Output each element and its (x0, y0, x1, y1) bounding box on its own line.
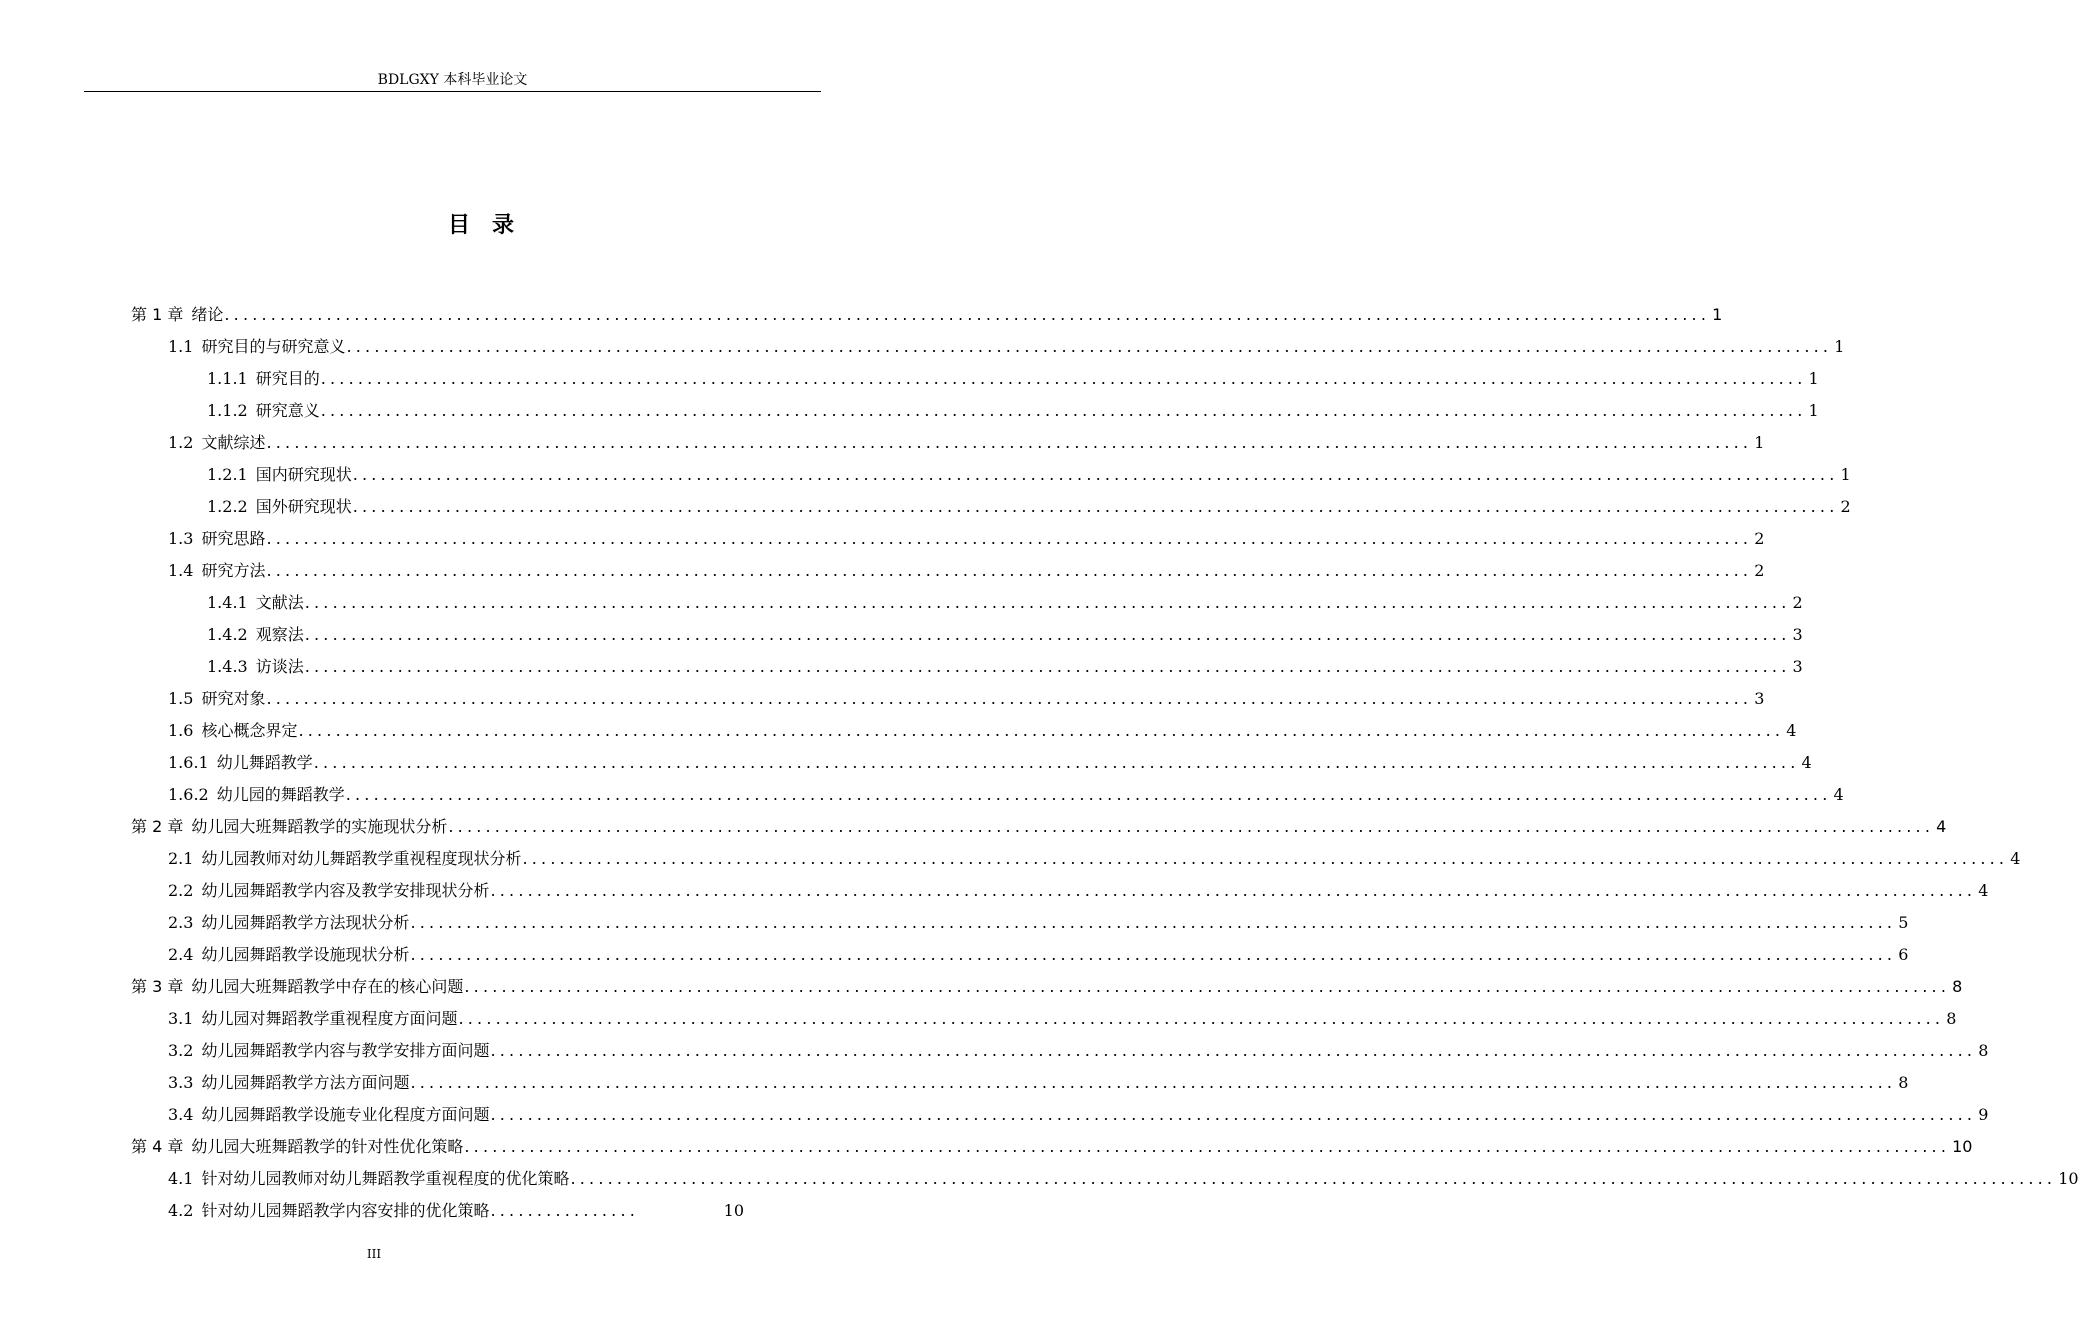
toc-entry[interactable] (168, 1099, 1989, 1131)
toc-entry-title: 幼儿园对舞蹈教学重视程度方面问题 (201, 1009, 458, 1028)
toc-entry-page: 10 (1952, 1137, 1973, 1156)
toc-entry-title: 针对幼儿园舞蹈教学内容安排的优化策略 (201, 1201, 490, 1220)
toc-entry-number: 1.1 (168, 337, 194, 356)
toc-entry-page: 1 (1754, 433, 1765, 452)
toc-entry[interactable] (168, 715, 1797, 747)
dot-leader: ................................................................................................................................................................ (410, 913, 1897, 932)
toc-entry-number: 1.5 (168, 689, 194, 708)
toc-entry[interactable] (207, 491, 1851, 523)
toc-entry-number: 1.2 (168, 433, 194, 452)
toc-title: 目录 (447, 213, 536, 238)
toc-entry-page: 8 (1898, 1073, 1909, 1092)
toc-entry[interactable] (131, 1131, 1973, 1163)
toc-entry-page: 4 (1801, 753, 1812, 772)
toc-entry-page: 5 (1898, 913, 1909, 932)
toc-entry-number: 2.2 (168, 881, 194, 900)
toc-entry[interactable] (131, 299, 1723, 331)
toc-entry-number: 2.1 (168, 849, 194, 868)
toc-entry[interactable] (207, 651, 1803, 683)
toc-entry-number: 1.4.3 (207, 657, 248, 676)
toc-entry-page: 1 (1712, 305, 1723, 324)
toc-entry-title: 幼儿园舞蹈教学内容与教学安排方面问题 (201, 1041, 490, 1060)
toc-entry[interactable] (168, 1163, 2079, 1195)
dot-leader: ................................................................................................................................................................ (490, 1105, 1977, 1124)
toc-entry-page: 1 (1840, 465, 1851, 484)
toc-entry-title: 幼儿园舞蹈教学设施专业化程度方面问题 (201, 1105, 490, 1124)
toc-entry-page: 1 (1808, 369, 1819, 388)
toc-entry-title: 绪论 (191, 305, 224, 324)
dot-leader: ................................................................................................................................................................ (266, 433, 1753, 452)
toc-entry[interactable] (168, 1035, 1989, 1067)
toc-entry[interactable] (168, 875, 1989, 907)
toc-entry-title: 针对幼儿园教师对幼儿舞蹈教学重视程度的优化策略 (201, 1169, 570, 1188)
toc-entry-title: 幼儿园大班舞蹈教学的针对性优化策略 (191, 1137, 464, 1156)
toc-entry-title: 观察法 (255, 625, 304, 644)
toc-entry-title: 国外研究现状 (255, 497, 352, 516)
toc-entry-number: 1.3 (168, 529, 194, 548)
toc-entry-title: 幼儿园教师对幼儿舞蹈教学重视程度现状分析 (201, 849, 522, 868)
dot-leader: ................................................................................................................................................................ (298, 721, 1785, 740)
toc-entry-number: 1.6 (168, 721, 194, 740)
toc-entry-page: 3 (1792, 625, 1803, 644)
toc-entry-number: 3.3 (168, 1073, 194, 1092)
toc-entry[interactable] (168, 907, 1909, 939)
toc-entry[interactable] (207, 619, 1803, 651)
toc-entry[interactable] (168, 779, 1844, 811)
toc-entry-page: 3 (1754, 689, 1765, 708)
dot-leader: ................................................................................................................................................................ (490, 881, 1977, 900)
toc-entry[interactable] (168, 523, 1765, 555)
toc-entry-page: 2 (1792, 593, 1803, 612)
toc-entry-page: 2 (1754, 561, 1765, 580)
toc-entry-number: 第 4 章 (131, 1137, 184, 1156)
toc-entry-page: 8 (1978, 1041, 1989, 1060)
toc-entry-title: 幼儿园舞蹈教学设施现状分析 (201, 945, 410, 964)
toc-entry-page: 10 (2058, 1169, 2079, 1188)
toc-entry-title: 幼儿园大班舞蹈教学的实施现状分析 (191, 817, 448, 836)
toc-entry[interactable] (207, 363, 1819, 395)
dot-leader: ................................................................................................................................................................ (320, 401, 1807, 420)
header-rule (84, 91, 821, 92)
toc-entry-title: 幼儿园舞蹈教学方法方面问题 (201, 1073, 410, 1092)
toc-entry-number: 3.4 (168, 1105, 194, 1124)
toc-entry-page: 4 (2010, 849, 2021, 868)
toc-entry-page: 9 (1978, 1105, 1989, 1124)
toc-entry-title: 研究思路 (201, 529, 266, 548)
toc-entry-number: 2.4 (168, 945, 194, 964)
dot-leader: ................................................................................................................................................................ (464, 977, 1951, 996)
toc-entry-title: 幼儿园舞蹈教学内容及教学安排现状分析 (201, 881, 490, 900)
running-header: BDLGXY 本科毕业论文 (377, 72, 528, 88)
dot-leader: ................................................................................................................................................................ (320, 369, 1807, 388)
dot-leader: ................................................................................................................................................................ (345, 785, 1832, 804)
dot-leader: ................................................................................................................................................................ (346, 337, 1833, 356)
toc-entry-title: 研究意义 (255, 401, 320, 420)
dot-leader: ................................................................................................................................................................ (522, 849, 2009, 868)
toc-entry[interactable] (168, 747, 1812, 779)
dot-leader: ................................................................................................................................................................ (313, 753, 1800, 772)
toc-entry-title: 文献法 (255, 593, 304, 612)
toc-entry-number: 2.3 (168, 913, 194, 932)
dot-leader: ................................................................................................................................................................ (352, 497, 1839, 516)
dot-leader: ................................................................................................................................................................ (352, 465, 1839, 484)
toc-entry[interactable] (207, 459, 1851, 491)
toc-entry-page: 10 (723, 1201, 744, 1220)
toc-entry[interactable] (168, 331, 1845, 363)
dot-leader: ................................................................................................................................................................ (304, 593, 1791, 612)
toc-entry-number: 1.4 (168, 561, 194, 580)
dot-leader: ................................................................................................................................................................ (458, 1009, 1945, 1028)
toc-entry-title: 研究目的与研究意义 (201, 337, 346, 356)
toc-entry-title: 幼儿园舞蹈教学方法现状分析 (201, 913, 410, 932)
toc-entry[interactable] (207, 587, 1803, 619)
toc-entry-number: 3.2 (168, 1041, 194, 1060)
toc-entry-number: 第 3 章 (131, 977, 184, 996)
toc-entry-number: 1.1.1 (207, 369, 248, 388)
toc-entry-page: 4 (1978, 881, 1989, 900)
toc-entry[interactable] (168, 843, 2021, 875)
toc-entry-title: 访谈法 (255, 657, 304, 676)
toc-list (0, 299, 2079, 1227)
toc-entry-number: 1.2.2 (207, 497, 248, 516)
toc-entry-title: 文献综述 (201, 433, 266, 452)
toc-entry-page: 4 (1786, 721, 1797, 740)
dot-leader: ................................................................................................................................................................ (448, 817, 1935, 836)
toc-entry-page: 2 (1754, 529, 1765, 548)
toc-entry-title: 核心概念界定 (201, 721, 298, 740)
toc-entry-title: 国内研究现状 (255, 465, 352, 484)
page-number: III (366, 1247, 382, 1261)
toc-entry-number: 1.2.1 (207, 465, 248, 484)
toc-entry-number: 1.1.2 (207, 401, 248, 420)
dot-leader: ................................................................................................................................................................ (410, 945, 1897, 964)
dot-leader: ................................................................................................................................................................ (570, 1169, 2057, 1188)
toc-entry-page: 2 (1840, 497, 1851, 516)
dot-leader: ................................................................................................................................................................ (266, 689, 1753, 708)
toc-entry-number: 4.1 (168, 1169, 194, 1188)
dot-leader: ................................................................................................................................................................ (224, 305, 1711, 324)
toc-entry-title: 研究对象 (201, 689, 266, 708)
toc-entry[interactable] (168, 683, 1765, 715)
toc-entry-title: 幼儿园大班舞蹈教学中存在的核心问题 (191, 977, 464, 996)
toc-entry-title: 幼儿园的舞蹈教学 (216, 785, 345, 804)
toc-entry-page: 1 (1834, 337, 1845, 356)
toc-entry-number: 4.2 (168, 1201, 194, 1220)
toc-entry[interactable] (131, 971, 1963, 1003)
dot-leader: ................................................................................................................................................................ (266, 561, 1753, 580)
toc-entry[interactable] (168, 939, 1909, 971)
toc-entry-number: 3.1 (168, 1009, 194, 1028)
dot-leader: ................................................................................................................................................................ (304, 657, 1791, 676)
toc-entry-page: 1 (1808, 401, 1819, 420)
toc-entry-page: 4 (1936, 817, 1947, 836)
dot-leader: ................................................................................................................................................................ (464, 1137, 1951, 1156)
toc-entry-number: 第 1 章 (131, 305, 184, 324)
toc-entry[interactable] (207, 395, 1819, 427)
toc-entry-page: 6 (1898, 945, 1909, 964)
dot-leader: ................................................................................................................................................................ (304, 625, 1791, 644)
toc-entry-title: 研究方法 (201, 561, 266, 580)
toc-entry-title: 幼儿舞蹈教学 (216, 753, 313, 772)
toc-entry-number: 1.4.1 (207, 593, 248, 612)
toc-entry-number: 第 2 章 (131, 817, 184, 836)
toc-entry[interactable] (168, 1195, 744, 1227)
toc-entry[interactable] (168, 1003, 1957, 1035)
toc-entry[interactable] (168, 555, 1765, 587)
toc-entry-page: 8 (1946, 1009, 1957, 1028)
toc-entry-page: 3 (1792, 657, 1803, 676)
toc-entry-page: 4 (1833, 785, 1844, 804)
toc-entry[interactable] (168, 1067, 1909, 1099)
dot-leader: ................................................................................................................................................................ (266, 529, 1753, 548)
dot-leader: ................................................................................................................................................................ (410, 1073, 1897, 1092)
toc-entry-page: 8 (1952, 977, 1963, 996)
toc-entry[interactable] (168, 427, 1765, 459)
toc-entry-number: 1.4.2 (207, 625, 248, 644)
toc-entry[interactable] (131, 811, 1947, 843)
toc-entry-number: 1.6.1 (168, 753, 209, 772)
dot-leader: ................ (490, 1201, 640, 1220)
dot-leader: ................................................................................................................................................................ (490, 1041, 1977, 1060)
toc-entry-title: 研究目的 (255, 369, 320, 388)
toc-entry-number: 1.6.2 (168, 785, 209, 804)
